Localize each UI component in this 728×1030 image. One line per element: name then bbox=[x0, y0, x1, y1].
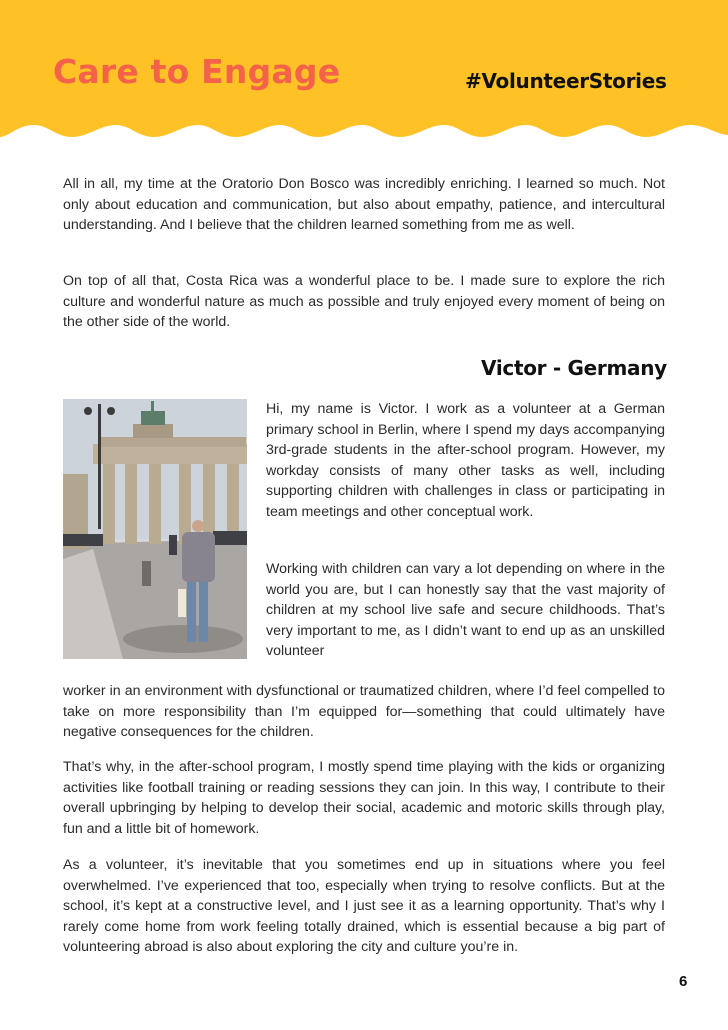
page-number: 6 bbox=[679, 973, 688, 990]
story-title: Victor - Germany bbox=[481, 356, 667, 380]
brandenburg-gate-photo bbox=[63, 399, 247, 659]
story-paragraph: worker in an environment with dysfunctional or traumatized children, where I’d feel compelled to take on more responsibility than I’m equipped for—something that could ultimately have negative consequences for the children. bbox=[63, 683, 665, 740]
hashtag-label: #VolunteerStories bbox=[465, 69, 667, 93]
intro-paragraph: On top of all that, Costa Rica was a wonderful place to be. I made sure to explore the rich culture and wonderful nature as much as possible and truly enjoyed every moment of being on the other side of the world. bbox=[63, 273, 665, 330]
story-paragraph: Working with children can vary a lot depending on where in the world you are, but I can honestly say that the vast majority of children at my school live safe and secure childhoods. That’s very important to me, as I didn’t want to end up as an unskilled volunteer bbox=[266, 561, 665, 659]
intro-paragraph: All in all, my time at the Oratorio Don Bosco was incredibly enriching. I learned so much. Not only about education and communication, but also about empathy, patience, and intercultural understanding. And I believe that the children learned something from me as well. bbox=[63, 176, 665, 233]
page-header bbox=[0, 0, 728, 140]
brand-title: Care to Engage bbox=[53, 52, 341, 91]
story-paragraph: That’s why, in the after-school program, I mostly spend time playing with the kids or organizing activities like football training or reading sessions they can join. In this way, I contribute to their overall upbringing by helping to develop their social, academic and motoric skills through play, fun and a little bit of homework. bbox=[63, 759, 665, 837]
story-paragraph: As a volunteer, it’s inevitable that you sometimes end up in situations where you feel overwhelmed. I’ve experienced that too, especially when trying to resolve conflicts. But at the school, it’s kept at a constructive level, and I just see it as a learning opportunity. That’s why I rarely come home from work feeling totally drained, which is essential because a big part of volunteering abroad is also about exploring the city and culture you’re in. bbox=[63, 857, 665, 955]
story-paragraph: Hi, my name is Victor. I work as a volunteer at a German primary school in Berlin, where I spend my days accompanying 3rd-grade students in the after-school program. However, my workday consists of many other tasks as well, including supporting children with challenges in class or participating in team meetings and other conceptual work. bbox=[266, 401, 665, 520]
